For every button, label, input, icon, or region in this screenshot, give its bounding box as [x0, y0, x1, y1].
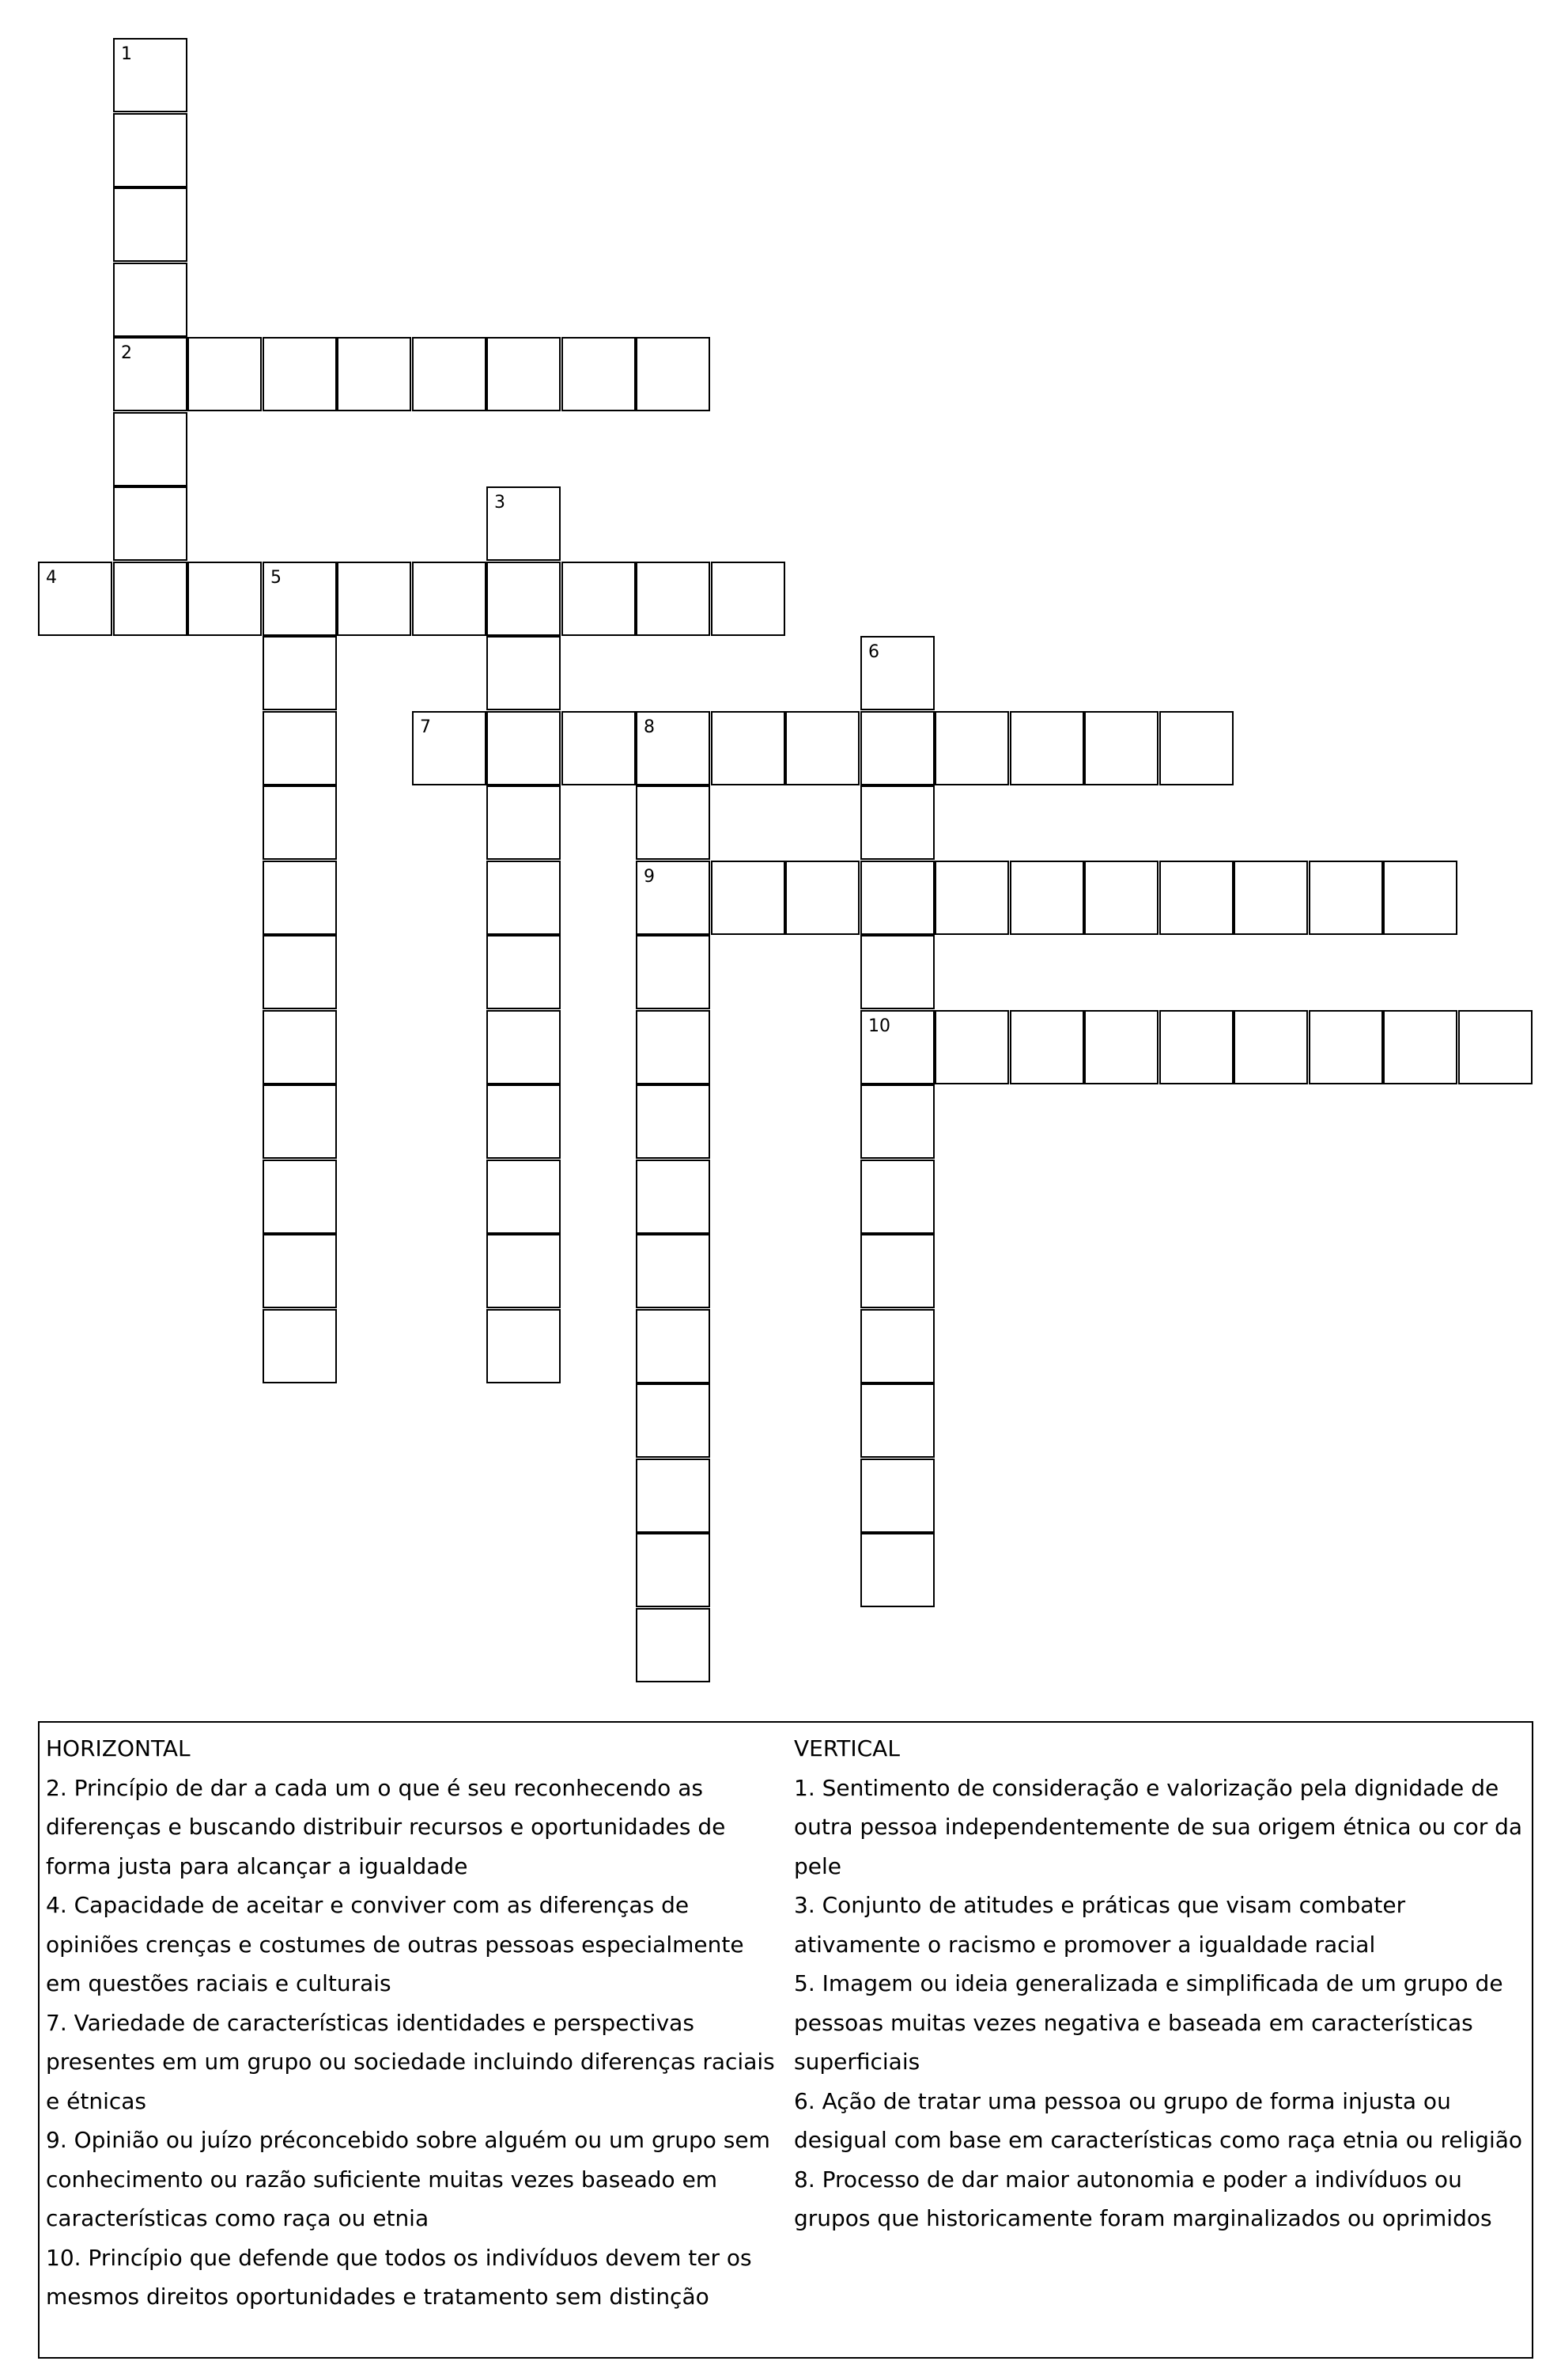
grid-cell[interactable] — [113, 486, 187, 561]
grid-cell[interactable] — [113, 113, 187, 187]
grid-cell[interactable] — [860, 1010, 935, 1084]
grid-cell[interactable] — [935, 861, 1009, 935]
grid-cell[interactable] — [263, 1010, 337, 1084]
grid-cell[interactable] — [1458, 1010, 1533, 1084]
grid-cell[interactable] — [412, 337, 486, 411]
cell-number: 5 — [270, 568, 282, 588]
grid-cell[interactable] — [636, 337, 710, 411]
grid-cell[interactable] — [263, 1160, 337, 1234]
grid-cell[interactable] — [486, 1309, 561, 1383]
cell-number: 1 — [121, 44, 132, 64]
grid-cell[interactable] — [636, 1234, 710, 1308]
grid-cell[interactable] — [113, 187, 187, 262]
clue-vertical-8: 8. Processo de dar maior autonomia e poder a indivíduos ou grupos que historicamente foram marginalizados ou oprimidos — [794, 2166, 1492, 2231]
grid-cell[interactable] — [860, 636, 935, 710]
grid-cell[interactable] — [337, 337, 411, 411]
grid-cell[interactable] — [1234, 861, 1308, 935]
grid-cell[interactable] — [263, 935, 337, 1009]
grid-cell[interactable] — [860, 711, 935, 785]
clue-horizontal-4: 4. Capacidade de aceitar e conviver com as diferenças de opiniões crenças e costumes de outras pessoas especialmente em questões raciais e culturais — [46, 1892, 744, 1996]
grid-cell[interactable] — [263, 337, 337, 411]
grid-cell[interactable] — [636, 711, 710, 785]
grid-cell[interactable] — [113, 38, 187, 112]
clues-box — [38, 1721, 1533, 2359]
grid-cell[interactable] — [860, 1459, 935, 1533]
vertical-clues — [794, 1729, 1529, 2238]
grid-cell[interactable] — [486, 337, 561, 411]
clue-vertical-5: 5. Imagem ou ideia generalizada e simplificada de um grupo de pessoas muitas vezes negativa e baseada em características superficiais — [794, 1970, 1503, 2075]
grid-cell[interactable] — [935, 711, 1009, 785]
grid-cell[interactable] — [187, 337, 262, 411]
grid-cell[interactable] — [860, 1234, 935, 1308]
clue-vertical-1: 1. Sentimento de consideração e valorização pela dignidade de outra pessoa independentemente de sua origem étnica ou cor da pele — [794, 1774, 1523, 1879]
grid-cell[interactable] — [263, 562, 337, 636]
clue-horizontal-9: 9. Opinião ou juízo préconcebido sobre alguém ou um grupo sem conhecimento ou razão suficiente muitas vezes baseado em características como raça ou etnia — [46, 2127, 770, 2231]
grid-cell[interactable] — [263, 861, 337, 935]
grid-cell[interactable] — [636, 861, 710, 935]
grid-cell[interactable] — [785, 861, 860, 935]
grid-cell[interactable] — [486, 1084, 561, 1159]
grid-cell[interactable] — [860, 1309, 935, 1383]
grid-cell[interactable] — [636, 562, 710, 636]
grid-cell[interactable] — [486, 1010, 561, 1084]
grid-cell[interactable] — [860, 861, 935, 935]
grid-cell[interactable] — [263, 1309, 337, 1383]
grid-cell[interactable] — [263, 1234, 337, 1308]
grid-cell[interactable] — [412, 711, 486, 785]
grid-cell[interactable] — [486, 1234, 561, 1308]
grid-cell[interactable] — [561, 562, 636, 636]
grid-cell[interactable] — [561, 337, 636, 411]
grid-cell[interactable] — [1010, 711, 1084, 785]
grid-cell[interactable] — [486, 711, 561, 785]
grid-cell[interactable] — [785, 711, 860, 785]
grid-cell[interactable] — [636, 1309, 710, 1383]
grid-cell[interactable] — [113, 562, 187, 636]
grid-cell[interactable] — [263, 636, 337, 710]
grid-cell[interactable] — [263, 711, 337, 785]
grid-cell[interactable] — [486, 785, 561, 860]
horizontal-clues — [46, 1729, 781, 2317]
cell-number: 2 — [121, 343, 132, 363]
grid-cell[interactable] — [1159, 861, 1234, 935]
grid-cell[interactable] — [1010, 1010, 1084, 1084]
grid-cell[interactable] — [263, 785, 337, 860]
grid-cell[interactable] — [636, 1383, 710, 1458]
clue-vertical-6: 6. Ação de tratar uma pessoa ou grupo de forma injusta ou desigual com base em características como raça etnia ou religião — [794, 2087, 1523, 2153]
grid-cell[interactable] — [561, 711, 636, 785]
grid-cell[interactable] — [486, 636, 561, 710]
cell-number: 4 — [46, 568, 57, 588]
grid-cell[interactable] — [636, 785, 710, 860]
grid-cell[interactable] — [486, 562, 561, 636]
grid-cell[interactable] — [113, 412, 187, 486]
grid-cell[interactable] — [1010, 861, 1084, 935]
grid-cell[interactable] — [636, 1459, 710, 1533]
grid-cell[interactable] — [486, 1160, 561, 1234]
grid-cell[interactable] — [187, 562, 262, 636]
grid-cell[interactable] — [711, 711, 785, 785]
clue-horizontal-10: 10. Princípio que defende que todos os indivíduos devem ter os mesmos direitos oportunidades e tratamento sem distinção — [46, 2244, 752, 2310]
grid-cell[interactable] — [860, 1160, 935, 1234]
grid-cell[interactable] — [711, 562, 785, 636]
grid-cell[interactable] — [1234, 1010, 1308, 1084]
grid-cell[interactable] — [1084, 711, 1158, 785]
grid-cell[interactable] — [337, 562, 411, 636]
grid-cell[interactable] — [711, 861, 785, 935]
cell-number: 3 — [494, 493, 505, 513]
grid-cell[interactable] — [412, 562, 486, 636]
grid-cell[interactable] — [486, 935, 561, 1009]
grid-cell[interactable] — [263, 1084, 337, 1159]
horizontal-heading: HORIZONTAL — [46, 1735, 191, 1761]
cell-number: 7 — [420, 717, 431, 737]
grid-cell[interactable] — [1383, 861, 1457, 935]
grid-cell[interactable] — [486, 486, 561, 561]
grid-cell[interactable] — [860, 1084, 935, 1159]
grid-cell[interactable] — [636, 935, 710, 1009]
grid-cell[interactable] — [1084, 1010, 1158, 1084]
grid-cell[interactable] — [860, 1533, 935, 1607]
grid-cell[interactable] — [1159, 1010, 1234, 1084]
cell-number: 8 — [644, 717, 655, 737]
grid-cell[interactable] — [1309, 861, 1383, 935]
grid-cell[interactable] — [935, 1010, 1009, 1084]
grid-cell[interactable] — [636, 1160, 710, 1234]
clue-horizontal-7: 7. Variedade de características identidades e perspectivas presentes em um grupo ou sociedade incluindo diferenças raciais e étnicas — [46, 2009, 775, 2114]
cell-number: 6 — [868, 642, 879, 662]
vertical-heading: VERTICAL — [794, 1735, 900, 1761]
grid-cell[interactable] — [113, 263, 187, 337]
cell-number: 10 — [868, 1016, 890, 1036]
grid-cell[interactable] — [860, 1383, 935, 1458]
grid-cell[interactable] — [860, 785, 935, 860]
clue-vertical-3: 3. Conjunto de atitudes e práticas que visam combater ativamente o racismo e promover a igualdade racial — [794, 1892, 1406, 1958]
grid-cell[interactable] — [860, 935, 935, 1009]
grid-cell[interactable] — [636, 1608, 710, 1682]
grid-cell[interactable] — [636, 1010, 710, 1084]
clue-horizontal-2: 2. Princípio de dar a cada um o que é seu reconhecendo as diferenças e buscando distribuir recursos e oportunidades de forma justa para alcançar a igualdade — [46, 1774, 726, 1879]
cell-number: 9 — [644, 867, 655, 887]
grid-cell[interactable] — [1309, 1010, 1383, 1084]
grid-cell[interactable] — [38, 562, 112, 636]
grid-cell[interactable] — [1084, 861, 1158, 935]
grid-cell[interactable] — [636, 1533, 710, 1607]
grid-cell[interactable] — [1383, 1010, 1457, 1084]
grid-cell[interactable] — [486, 861, 561, 935]
grid-cell[interactable] — [636, 1084, 710, 1159]
grid-cell[interactable] — [113, 337, 187, 411]
grid-cell[interactable] — [1159, 711, 1234, 785]
